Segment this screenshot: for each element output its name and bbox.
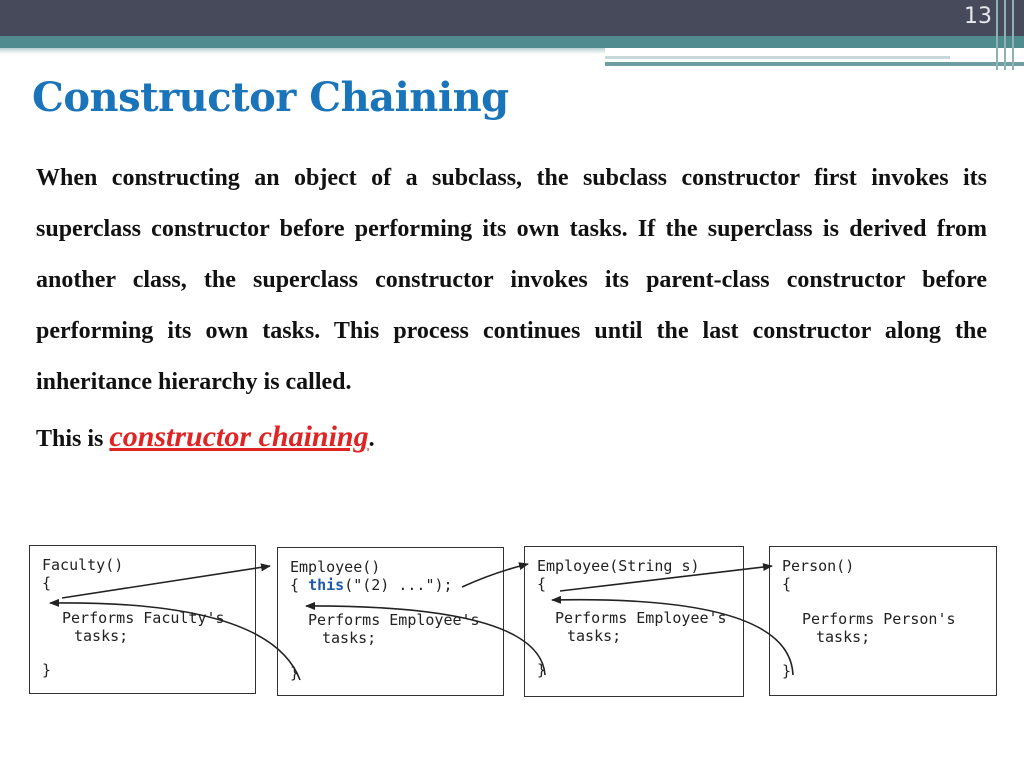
box-task-line: tasks; [74,627,129,645]
conclusion-line [36,420,375,454]
box-header: Employee(String s) [537,557,700,575]
box-task-line: Performs Faculty's [62,609,225,627]
this-call: ("(2) ..."); [344,576,453,594]
box-open-brace: { [42,574,52,592]
box-header: Person() [782,557,855,575]
box-open-brace: { [290,576,309,594]
employee-string-constructor-box [524,546,744,697]
box-close-brace: } [537,661,547,679]
box-open-brace: { [537,575,547,593]
box-header: Employee() [290,558,381,576]
box-task-line: Performs Person's [802,610,956,628]
faculty-constructor-box [29,545,256,694]
box-task-line: tasks; [567,627,622,645]
box-task-line: Performs Employee's [555,609,727,627]
employee-constructor-box [277,547,504,696]
header-divider [1012,0,1014,70]
header-thin-line [605,56,950,59]
header-fade [0,48,605,54]
box-task-line: tasks; [322,629,377,647]
slide-number: 13 [964,4,992,29]
box-close-brace: } [290,664,300,682]
header-right-block [605,48,1024,70]
box-task-line: Performs Employee's [308,611,480,629]
header-accent-line [605,62,1024,66]
body-paragraph: When constructing an object of a subclass, the subclass constructor first invokes its superclass constructor before performing its own tasks. If the superclass is derived from another class, the superclass constructor invokes its parent-class constructor before performing its own tasks. This process continues until the last constructor along the inheritance hierarchy is called. [36,165,987,395]
box-open-brace: { [782,575,792,593]
this-keyword: this [308,576,345,594]
slide-title: Constructor Chaining [32,74,509,121]
box-close-brace: } [782,662,792,680]
header-bar [0,0,1024,36]
highlighted-term: constructor chaining [109,420,369,453]
box-close-brace: } [42,661,52,679]
header-divider [996,0,998,70]
box-task-line: tasks; [816,628,871,646]
conclusion-suffix: . [368,426,375,452]
conclusion-prefix: This is [36,426,110,452]
box-open-line [290,576,453,594]
header-divider [1004,0,1006,70]
header-accent-stripe [0,36,1024,48]
person-constructor-box [769,546,997,696]
box-header: Faculty() [42,556,124,574]
